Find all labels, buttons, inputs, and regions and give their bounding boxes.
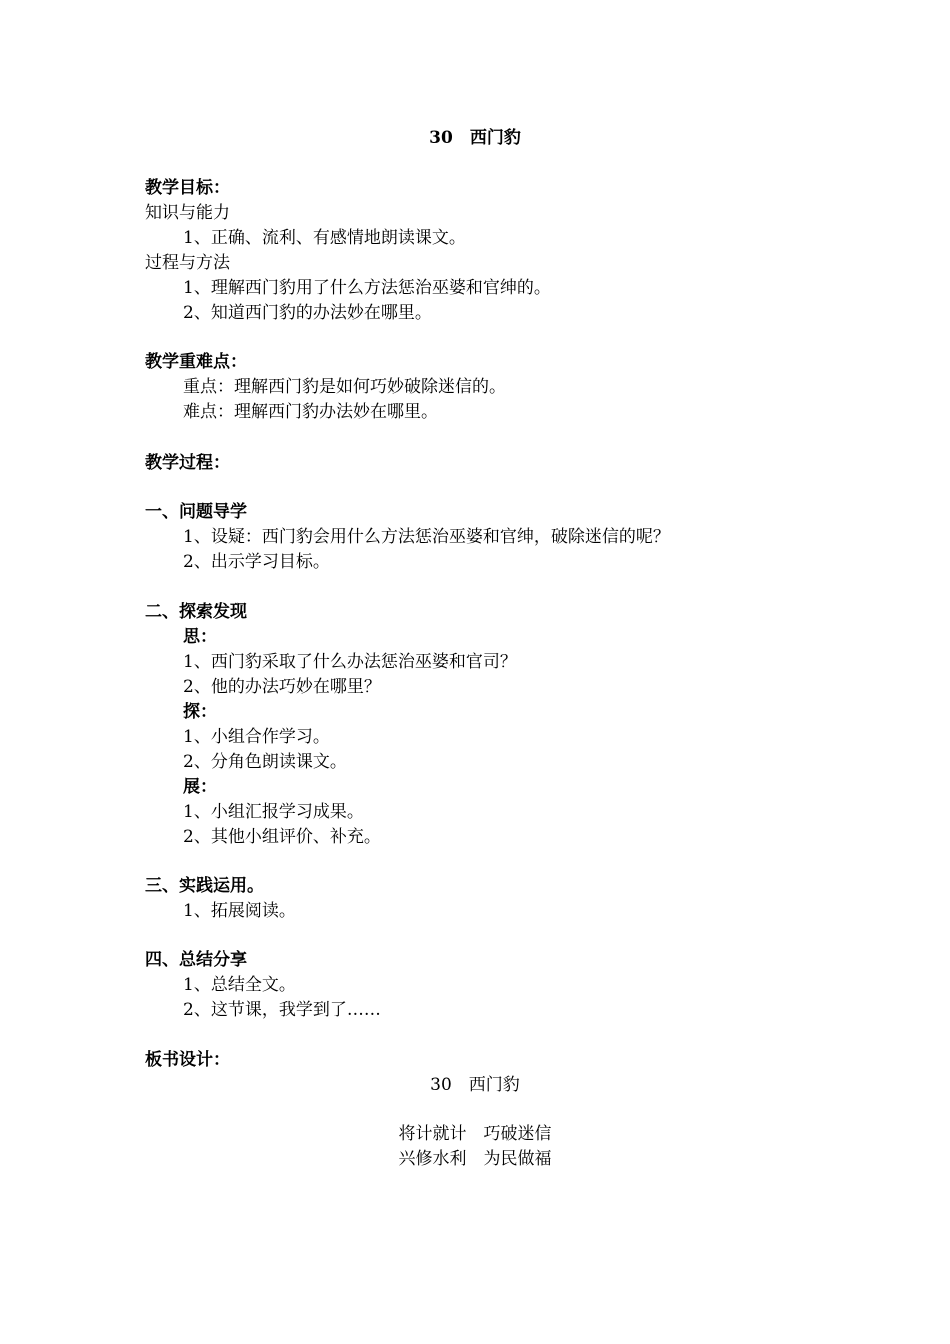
document-title: 30 西门豹 [429,128,521,148]
key-points-heading: 教学重难点： [145,352,247,372]
section-heading: 一、问题导学 [145,502,247,522]
list-item: 1、总结全文。 [183,975,296,995]
board-title: 30 西门豹 [430,1075,520,1095]
think-label: 思： [183,627,217,647]
board-design-heading: 板书设计： [145,1050,230,1070]
teaching-process-heading: 教学过程： [145,453,230,473]
list-item: 1、正确、流利、有感情地朗读课文。 [183,228,466,248]
list-item: 1、设疑：西门豹会用什么方法惩治巫婆和官绅，破除迷信的呢？ [183,527,670,547]
board-line: 将计就计 巧破迷信 [398,1124,552,1144]
section-heading: 二、探索发现 [145,602,247,622]
list-item: 2、出示学习目标。 [183,552,330,572]
objectives-heading: 教学目标： [145,178,230,198]
list-item: 2、这节课，我学到了…… [183,1000,381,1020]
focus-point: 重点：理解西门豹是如何巧妙破除迷信的。 [183,377,506,397]
show-label: 展： [183,777,217,797]
list-item: 2、其他小组评价、补充。 [183,827,381,847]
list-item: 1、拓展阅读。 [183,901,296,921]
list-item: 1、西门豹采取了什么办法惩治巫婆和官司？ [183,652,517,672]
knowledge-label: 知识与能力 [145,203,230,223]
section-heading: 四、总结分享 [145,950,247,970]
list-item: 1、小组合作学习。 [183,727,330,747]
difficulty-point: 难点：理解西门豹办法妙在哪里。 [183,402,438,422]
explore-label: 探： [183,702,217,722]
list-item: 2、知道西门豹的办法妙在哪里。 [183,303,432,323]
section-heading: 三、实践运用。 [145,876,264,896]
board-line: 兴修水利 为民做福 [398,1149,552,1169]
list-item: 1、理解西门豹用了什么方法惩治巫婆和官绅的。 [183,278,551,298]
process-method-label: 过程与方法 [145,253,230,273]
list-item: 1、小组汇报学习成果。 [183,802,364,822]
list-item: 2、分角色朗读课文。 [183,752,347,772]
list-item: 2、他的办法巧妙在哪里？ [183,677,381,697]
